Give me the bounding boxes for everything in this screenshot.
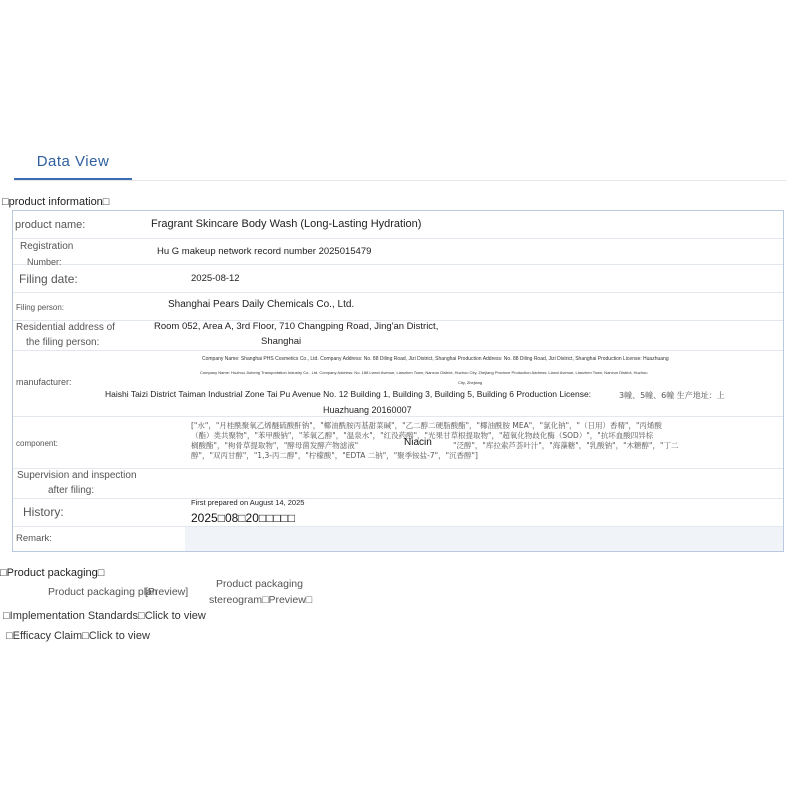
registration-label-line1: Registration — [20, 241, 74, 252]
address-value-line2: Shanghai — [261, 336, 302, 347]
row-product-name — [13, 211, 783, 239]
filing-date-label: Filing date: — [19, 272, 78, 286]
manufacturer-label: manufacturer: — [16, 377, 72, 387]
product-information-heading: □product information□ — [2, 196, 110, 208]
history-label: History: — [23, 505, 64, 519]
packaging-stereogram-preview-link[interactable]: stereogram□Preview□ — [209, 594, 313, 606]
registration-label-line2: Number: — [27, 257, 62, 267]
row-manufacturer — [13, 351, 783, 417]
supervision-label-line2: after filing: — [48, 485, 95, 496]
packaging-plan-label: Product packaging plan — [48, 586, 158, 598]
tab-data-view[interactable]: Data View — [14, 150, 132, 180]
row-residential-address — [13, 321, 783, 351]
filing-person-value: Shanghai Pears Daily Chemicals Co., Ltd. — [168, 299, 355, 310]
row-component — [13, 417, 783, 469]
manufacturer-line5: Huazhuang 20160007 — [323, 405, 412, 415]
component-niacin: Niacin — [404, 437, 432, 448]
manufacturer-line4-tail: 3幢、5幢、6幢 生产地址：上 — [619, 391, 725, 400]
history-line1: First prepared on August 14, 2025 — [191, 498, 305, 507]
product-packaging-heading: □Product packaging□ — [0, 567, 105, 579]
implementation-standards-link[interactable]: □Implementation Standards□Click to view — [3, 610, 206, 622]
registration-number-value: Hu G makeup network record number 2025015479 — [157, 246, 372, 257]
component-line3: 榈酸酯"，"枸骨草提取物"，"酵母菌发酵产物滤液" — [191, 441, 359, 450]
manufacturer-line2: Company Name: Huzhou Jiuheng Transportation Industry Co., Ltd. Company Address: No. 188 Lianxi Avenue, Lianzhen Town, Nanxun District, Huzhou City, Zhejiang Province Production Address: Lianxi Avenue, Lianzhen Town, Nanxun District, Huzhou — [200, 370, 648, 375]
product-name-label: product name: — [15, 219, 86, 231]
remark-label: Remark: — [16, 533, 52, 544]
manufacturer-line1: Company Name: Shanghai PHS Cosmetics Co., Ltd. Company Address: No. 88 Diling Road, Jizi District, Shanghai Production Address: No. 88 Diling Road, Jizi District, Shanghai Production License: Huazhuang — [202, 356, 669, 362]
component-line2: （酯）类共聚物"，"苯甲酸钠"，"苯氧乙醇"，"温泉水"，"红没药醇"，"光果甘草根提取物"，"超氧化物歧化酶（SOD）"，"抗坏血酸四异棕 — [191, 431, 654, 440]
filing-person-label: Filing person: — [16, 303, 65, 312]
remark-value — [185, 527, 783, 551]
product-info-table — [12, 210, 784, 552]
address-label-line1: Residential address of — [16, 322, 115, 333]
address-label-line2: the filing person: — [26, 337, 100, 348]
component-line3-tail: "泛醇"，"库拉索芦荟叶汁"，"海藻糖"，"乳酸钠"，"木糖醇"，"丁二 — [453, 441, 679, 450]
supervision-label-line1: Supervision and inspection — [17, 470, 137, 481]
tab-bar — [14, 150, 786, 181]
row-filing-date — [13, 265, 783, 293]
row-registration-number — [13, 239, 783, 265]
manufacturer-line3: City, Zhejiang — [458, 380, 483, 385]
row-remark — [13, 527, 783, 551]
row-history — [13, 499, 783, 527]
product-name-value: Fragrant Skincare Body Wash (Long-Lasting Hydration) — [151, 218, 422, 230]
component-line4: 醇"，"双丙甘醇"，"1,3-丙二醇"，"柠檬酸"，"EDTA 二钠"，"聚季铵盐-7"，"沉香醇"] — [191, 451, 478, 460]
address-value-line1: Room 052, Area A, 3rd Floor, 710 Changping Road, Jing'an District, — [154, 321, 439, 332]
history-line2: 2025□08□20□□□□□ — [191, 511, 296, 525]
component-label: component: — [16, 439, 58, 448]
component-line1: ["水"，"月桂酰聚氧乙烯醚硫酸酐钠"，"椰油酰胺丙基甜菜碱"，"乙二醇二硬脂酸酯"，"椰油酰胺 MEA"，"氯化钠"，"（日用）香精"，"丙烯酸 — [191, 421, 662, 430]
manufacturer-line4: Haishi Taizi District Taiman Industrial Zone Tai Pu Avenue No. 12 Building 1, Building 3, Building 5, Building 6 Production License: — [105, 389, 592, 399]
efficacy-claim-link[interactable]: □Efficacy Claim□Click to view — [6, 630, 150, 642]
packaging-plan-preview-link[interactable]: [Preview] — [145, 586, 189, 598]
filing-date-value: 2025-08-12 — [191, 273, 240, 284]
packaging-stereogram-label: Product packaging — [216, 578, 303, 590]
row-filing-person — [13, 293, 783, 321]
row-supervision — [13, 469, 783, 499]
